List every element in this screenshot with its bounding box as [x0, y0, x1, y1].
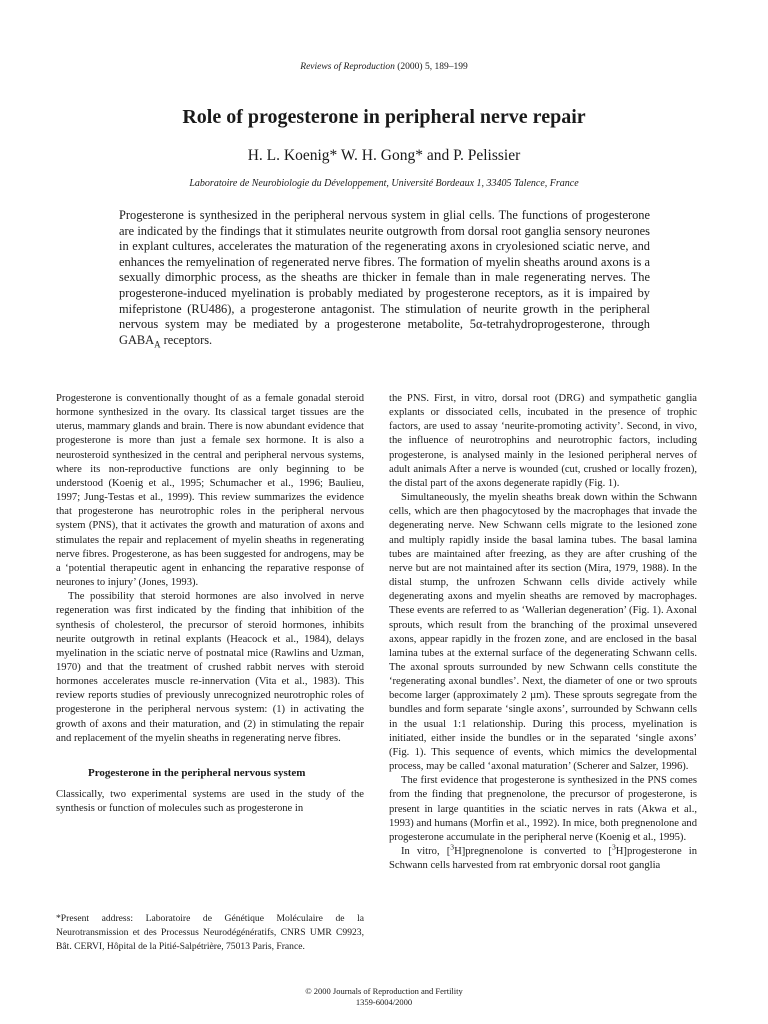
journal-citation: [0, 62, 768, 72]
abstract-text-end: receptors.: [160, 332, 213, 347]
abstract-text: Progesterone is synthesized in the peripheral nervous system in glial cells. The functions of progesterone are indicated by the findings that it stimulates neurite outgrowth from dorsal root ganglia sensory neurones in explant cultures, accelerates the maturation of the regenerating axons in cryolesioned sciatic nerve, and enhances the remyelination of regenerated nerve fibres. The formation of myelin sheaths around axons is a sexually dimorphic process, as the sheaths are thicker in female than in male regenerating nerves. The progesterone-induced myelination is probably mediated by progesterone receptors, as it is impaired by mifepristone (RU486), a progesterone antagonist. The stimulation of neurite growth in the peripheral nervous system may be mediated by a progesterone metabolite, 5α-tetrahydroprogesterone, through GABA: [119, 208, 650, 347]
p4-sup: 3: [450, 842, 455, 852]
left-paragraph-1: Progesterone is conventionally thought of as a female gonadal steroid hormone synthesized in the ovary. Its classical target tissues are the uterus, mammary glands and brain. There is now abundant evidence that progesterone is more than just a female sex hormone. It is also a neurosteroid synthesized in the central and peripheral nervous systems, where its non-reproductive functions are only beginning to be understood (Koenig et al., 1995; Schumacher et al., 1996; Baulieu, 1997; Jung-Testas et al., 1999). This review summarizes the evidence that progesterone has neurotrophic roles in the peripheral nervous system (PNS), that it activates the growth and maturation of axons and stimulates the repair and replacement of myelin sheaths in regenerating nerve fibres. Progesterone, as has been suggested for androgens, may be a ‘potential therapeutic agent in enhancing the reparative response of neurones to injury’ (Jones, 1993).: [56, 393, 364, 589]
p4-mid: H]pregnenolone is converted to [: [454, 846, 612, 857]
abstract: [119, 208, 650, 348]
page-footer: [0, 986, 768, 1008]
right-paragraph-3: The first evidence that progesterone is synthesized in the PNS comes from the finding that pregnenolone, the precursor of progesterone, is present in large quantities in the sciatic nerves in rats (Akwa et al., 1993) and humans (Morfin et al., 1992). In mice, both pregnenolone and progesterone accumulate in the peripheral nerve (Koenig et al., 1995).: [389, 775, 697, 843]
right-paragraph-2: Simultaneously, the myelin sheaths break down within the Schwann cells, which are then phagocytosed by the macrophages that invade the degenerating nerve. New Schwann cells migrate to the lesioned zone and multiply rapidly inside the basal lamina tubes. The basal lamina tubes are maintained after freezing, as they are after crushing of the nerve but are not maintained after its section (Mira, 1979, 1988). In the distal stump, the unfrozen Schwann cells divide actively while degenerating axons and myelin sheaths are removed by macrophages. These events are referred to as ‘Wallerian degeneration’ (Fig. 1). Axonal sprouts, which result from the branching of the proximal unsevered axons, appear rapidly in the frozen zone, and are enclosed in the basal lamina tubes at the external surface of the degenerating Schwann cells. The axonal sprouts surrounded by new Schwann cells constitute the ‘regenerating axonal bundles’. Next, the diameter of one or two sprouts become larger (approximately 2 µm). These sprouts segregate from the bundles and form separate ‘single axons’, surrounded by Schwann cells in the usual 1:1 relationship. During this process, myelination is initiated, either inside the bundles or in the separated ‘single axons’ (Fig. 1). This sequence of events, which mimics the developmental process, may be called ‘axonal maturation’ (Scherer and Salzer, 1996).: [389, 492, 697, 773]
article-authors: H. L. Koenig* W. H. Gong* and P. Pelissier: [247, 147, 521, 164]
p4-sup2: 3: [611, 842, 616, 852]
p4-end: H]progesterone in Schwann cells harvested from rat embryonic dorsal root ganglia: [389, 846, 698, 872]
p4-start: In vitro, [: [401, 846, 451, 857]
journal-volume-pages: (2000) 5, 189–199: [397, 62, 468, 72]
footnote: *Present address: Laboratoire de Génétique Moléculaire de la Neurotransmission et des Processus Neurodégénératifs, CNRS UMR C9923, Bât. CERVI, Hôpital de la Pitié-Salpétrière, 75013 Paris, France.: [56, 913, 364, 952]
abstract-gaba-subscript: A: [154, 339, 161, 350]
left-paragraph-3: Classically, two experimental systems are used in the study of the synthesis or function of molecules such as progesterone in: [56, 789, 364, 815]
copyright: © 2000 Journals of Reproduction and Fertility: [305, 986, 463, 996]
article-title: Role of progesterone in peripheral nerve repair: [182, 106, 586, 128]
left-paragraph-2: The possibility that steroid hormones are also involved in nerve regeneration was first indicated by the finding that inhibition of the synthesis of cholesterol, the precursor of steroid hormones, inhibits neurite outgrowth in retinal explants (Heacock et al., 1984), delays myelination in the sciatic nerve of postnatal mice (Rawlins and Uzman, 1970) and that the treatment of crushed rabbit nerves with steroid hormones accelerates muscle re-innervation (Vita et al., 1983). This review reports studies of previously unrecognized neurotrophic roles of progesterone in the peripheral nervous system: (1) in activating the growth of axons and their maturation, and (2) in stimulating the repair and replacement of the myelin sheaths in regenerating nerve fibres.: [56, 591, 364, 744]
left-column: [56, 392, 364, 816]
issn: 1359-6004/2000: [355, 997, 413, 1007]
right-paragraph-4: [389, 842, 698, 873]
section-heading: Progesterone in the peripheral nervous system: [88, 766, 306, 779]
article-affiliation: Laboratoire de Neurobiologie du Développement, Université Bordeaux 1, 33405 Talence, France: [189, 178, 579, 189]
journal-name: Reviews of Reproduction: [300, 62, 395, 72]
right-paragraph-1: the PNS. First, in vitro, dorsal root (DRG) and sympathetic ganglia explants or dissociated cells, incubated in the presence of trophic factors, are used to assay ‘neurite-promoting activity’. Second, in vivo, the influence of neurotrophins and neurotrophic factors, including progesterone, is analysed mainly in the lesioned peripheral nerves of adult animals After a nerve is wounded (cut, crushed or locally frozen), the distal part of the axons degenerate rapidly (Fig. 1).: [389, 393, 697, 489]
right-column: [389, 392, 697, 873]
